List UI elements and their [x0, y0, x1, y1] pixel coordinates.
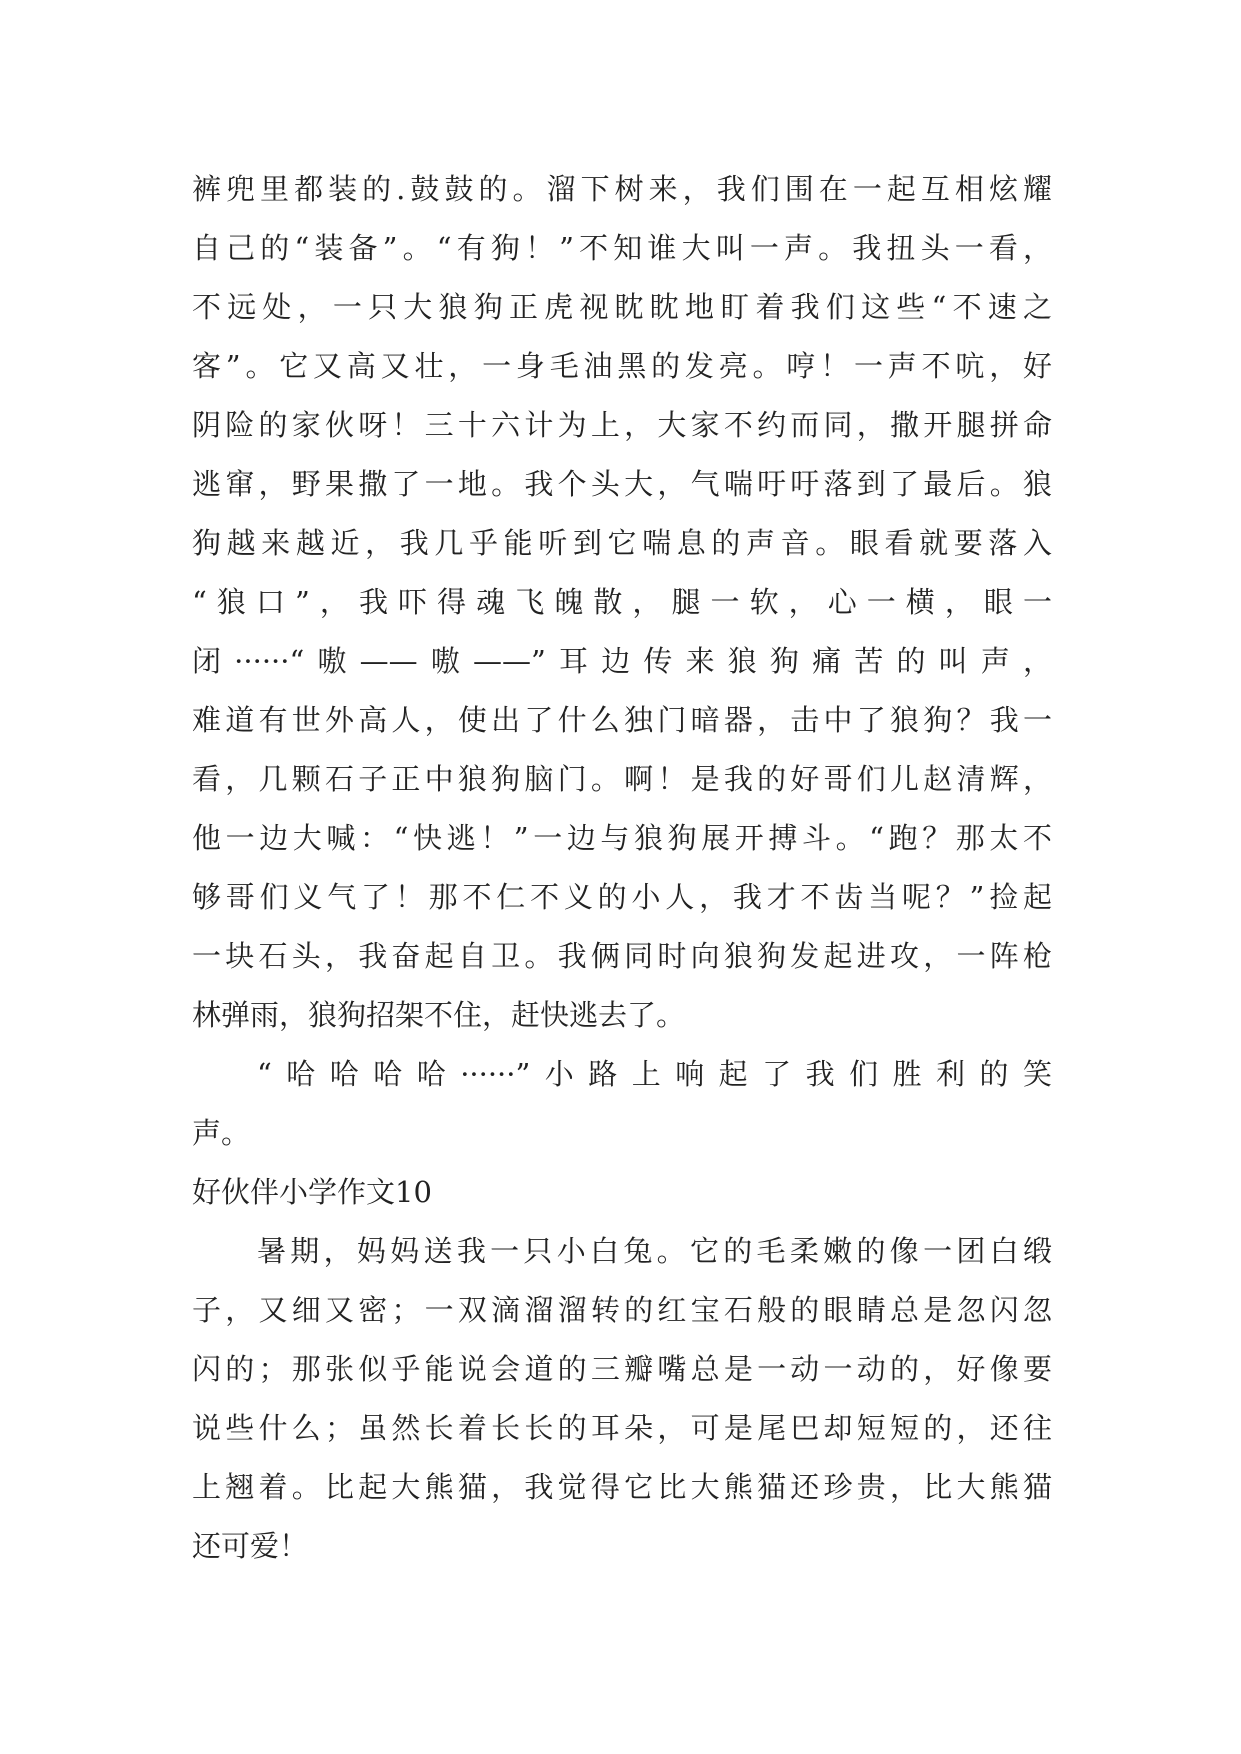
text-line: 他一边大喊：“快逃！”一边与狼狗展开搏斗。“跑？那太不: [192, 821, 1052, 855]
text-line: 客”。它又高又壮，一身毛油黑的发亮。哼！一声不吭，好: [192, 349, 1052, 383]
text-line: 够哥们义气了！那不仁不义的小人，我才不齿当呢？”捡起: [192, 880, 1052, 914]
text-line: 一块石头，我奋起自卫。我俩同时向狼狗发起进攻，一阵枪: [192, 939, 1052, 973]
text-line: 闪的；那张似乎能说会道的三瓣嘴总是一动一动的，好像要: [192, 1352, 1052, 1386]
text-line: “狼口”，我吓得魂飞魄散，腿一软，心一横，眼一: [192, 585, 1052, 619]
text-line: 阴险的家伙呀！三十六计为上，大家不约而同，撒开腿拼命: [192, 408, 1052, 442]
text-line: 狗越来越近，我几乎能听到它喘息的声音。眼看就要落入: [192, 526, 1052, 560]
paragraph-first-line: 暑期，妈妈送我一只小白兔。它的毛柔嫩的像一团白缎: [257, 1234, 1052, 1268]
text-line: 裤兜里都装的.鼓鼓的。溜下树来，我们围在一起互相炫耀: [192, 172, 1052, 206]
text-line: 不远处，一只大狼狗正虎视眈眈地盯着我们这些“不速之: [192, 290, 1052, 324]
paragraph-first-line: “哈哈哈哈······”小路上响起了我们胜利的笑: [257, 1057, 1052, 1091]
text-line: 林弹雨，狼狗招架不住，赶快逃去了。: [192, 998, 686, 1032]
essay-text: [192, 160, 1052, 1576]
text-line: 自己的“装备”。“有狗！”不知谁大叫一声。我扭头一看，: [192, 231, 1052, 265]
text-line: 说些什么；虽然长着长长的耳朵，可是尾巴却短短的，还往: [192, 1411, 1052, 1445]
text-line: 看，几颗石子正中狼狗脑门。啊！是我的好哥们儿赵清辉，: [192, 762, 1052, 796]
text-line: 难道有世外高人，使出了什么独门暗器，击中了狼狗？我一: [192, 703, 1052, 737]
text-line: 还可爱！: [192, 1529, 309, 1563]
text-line: 逃窜，野果撒了一地。我个头大，气喘吁吁落到了最后。狼: [192, 467, 1052, 501]
essay-title: 好伙伴小学作文10: [192, 1175, 432, 1209]
text-line: 闭······“嗷——嗷——”耳边传来狼狗痛苦的叫声，: [192, 644, 1052, 678]
text-line: 子，又细又密；一双滴溜溜转的红宝石般的眼睛总是忽闪忽: [192, 1293, 1052, 1327]
text-line: 声。: [192, 1116, 251, 1150]
text-line: 上翘着。比起大熊猫，我觉得它比大熊猫还珍贵，比大熊猫: [192, 1470, 1052, 1504]
